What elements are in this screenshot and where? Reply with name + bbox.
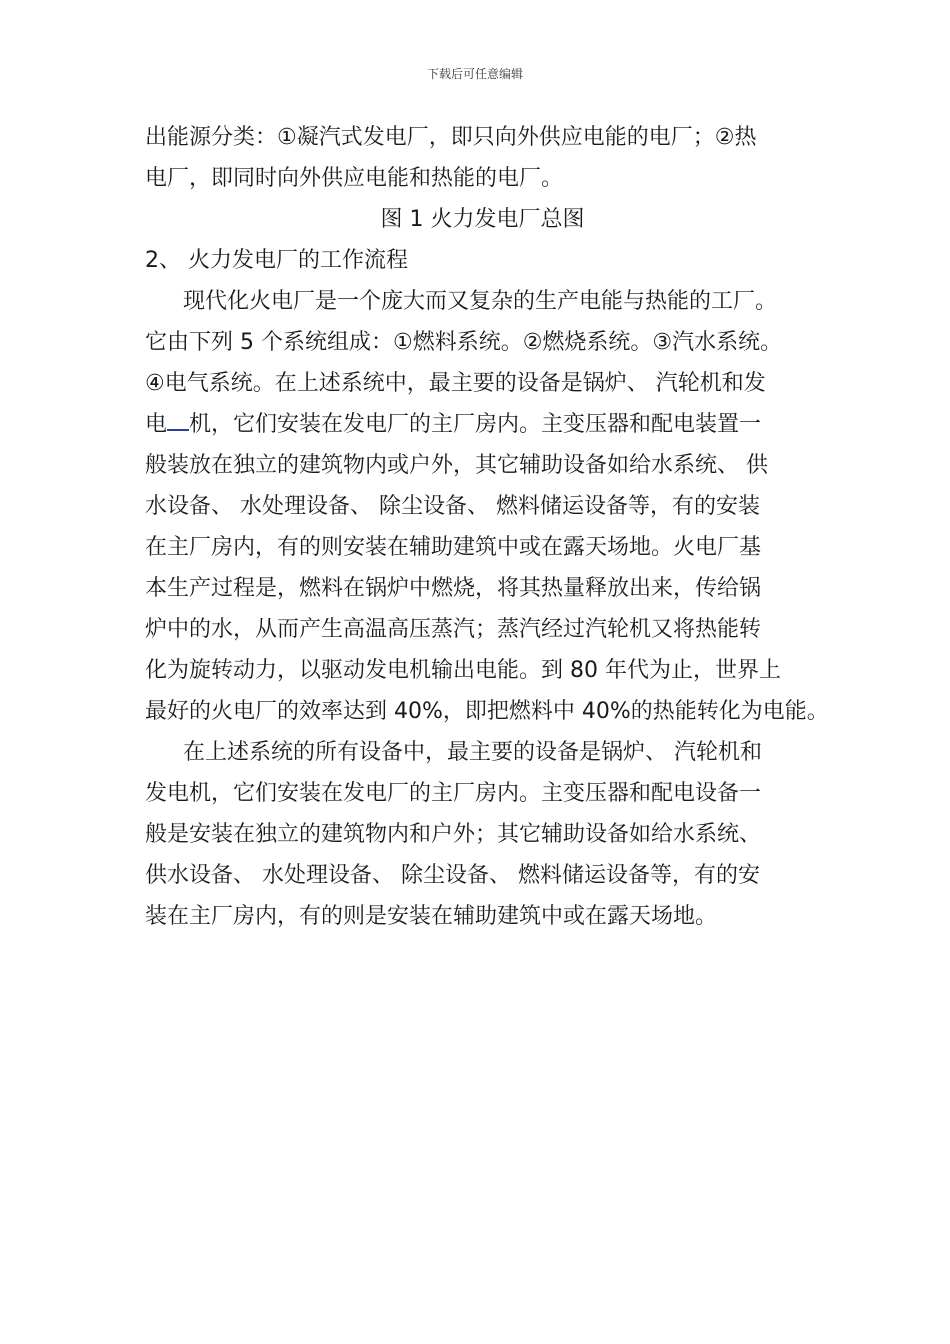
paragraph-line: 本生产过程是，燃料在锅炉中燃烧，将其热量释放出来，传给锅	[145, 576, 762, 601]
page-header: 下载后可任意编辑	[426, 67, 523, 81]
paragraph-line: 炉中的水，从而产生高温高压蒸汽；蒸汽经过汽轮机又将热能转	[145, 617, 762, 642]
section-heading: 2、 火力发电厂的工作流程	[145, 248, 408, 273]
document-body	[145, 117, 829, 937]
paragraph-line: 般是安装在独立的建筑物内和户外；其它辅助设备如给水系统、	[145, 822, 762, 847]
paragraph-line: 它由下列 5 个系统组成：①燃料系统。②燃烧系统。③汽水系统。	[145, 330, 783, 355]
paragraph-line	[145, 404, 820, 445]
paragraph-line: 化为旋转动力，以驱动发电机输出电能。到 80 年代为止，世界上	[145, 658, 781, 683]
paragraph-line: 水设备、 水处理设备、 除尘设备、 燃料储运设备等，有的安装	[145, 494, 760, 519]
intro-line: 出能源分类：①凝汽式发电厂，即只向外供应电能的电厂；②热	[145, 125, 757, 150]
paragraph-line: 在上述系统的所有设备中，最主要的设备是锅炉、 汽轮机和	[183, 740, 762, 765]
paragraph-line: 现代化火电厂是一个庞大而又复杂的生产电能与热能的工厂。	[183, 289, 778, 314]
paragraph-line: 在主厂房内，有的则安装在辅助建筑中或在露天场地。火电厂基	[145, 535, 762, 560]
underline-mark	[167, 415, 189, 431]
paragraph-line: 装在主厂房内，有的则是安装在辅助建筑中或在露天场地。	[145, 904, 718, 929]
line-fragment: 机，它们安装在发电厂的主厂房内。主变压器和配电装置一	[189, 412, 762, 437]
paragraph-1	[145, 281, 829, 732]
paragraph-line: ④电气系统。在上述系统中，最主要的设备是锅炉、 汽轮机和发	[145, 371, 766, 396]
line-fragment: 电	[145, 412, 168, 437]
paragraph-line: 供水设备、 水处理设备、 除尘设备、 燃料储运设备等，有的安	[145, 863, 760, 888]
paragraph-line: 最好的火电厂的效率达到 40%，即把燃料中 40%的热能转化为电能。	[145, 699, 829, 724]
figure-caption: 图 1 火力发电厂总图	[380, 207, 585, 232]
intro-line: 电厂，即同时向外供应电能和热能的电厂。	[145, 166, 564, 191]
paragraph-2	[145, 732, 820, 937]
paragraph-line: 发电机，它们安装在发电厂的主厂房内。主变压器和配电设备一	[145, 781, 762, 806]
paragraph-line: 般装放在独立的建筑物内或户外，其它辅助设备如给水系统、 供	[145, 453, 768, 478]
